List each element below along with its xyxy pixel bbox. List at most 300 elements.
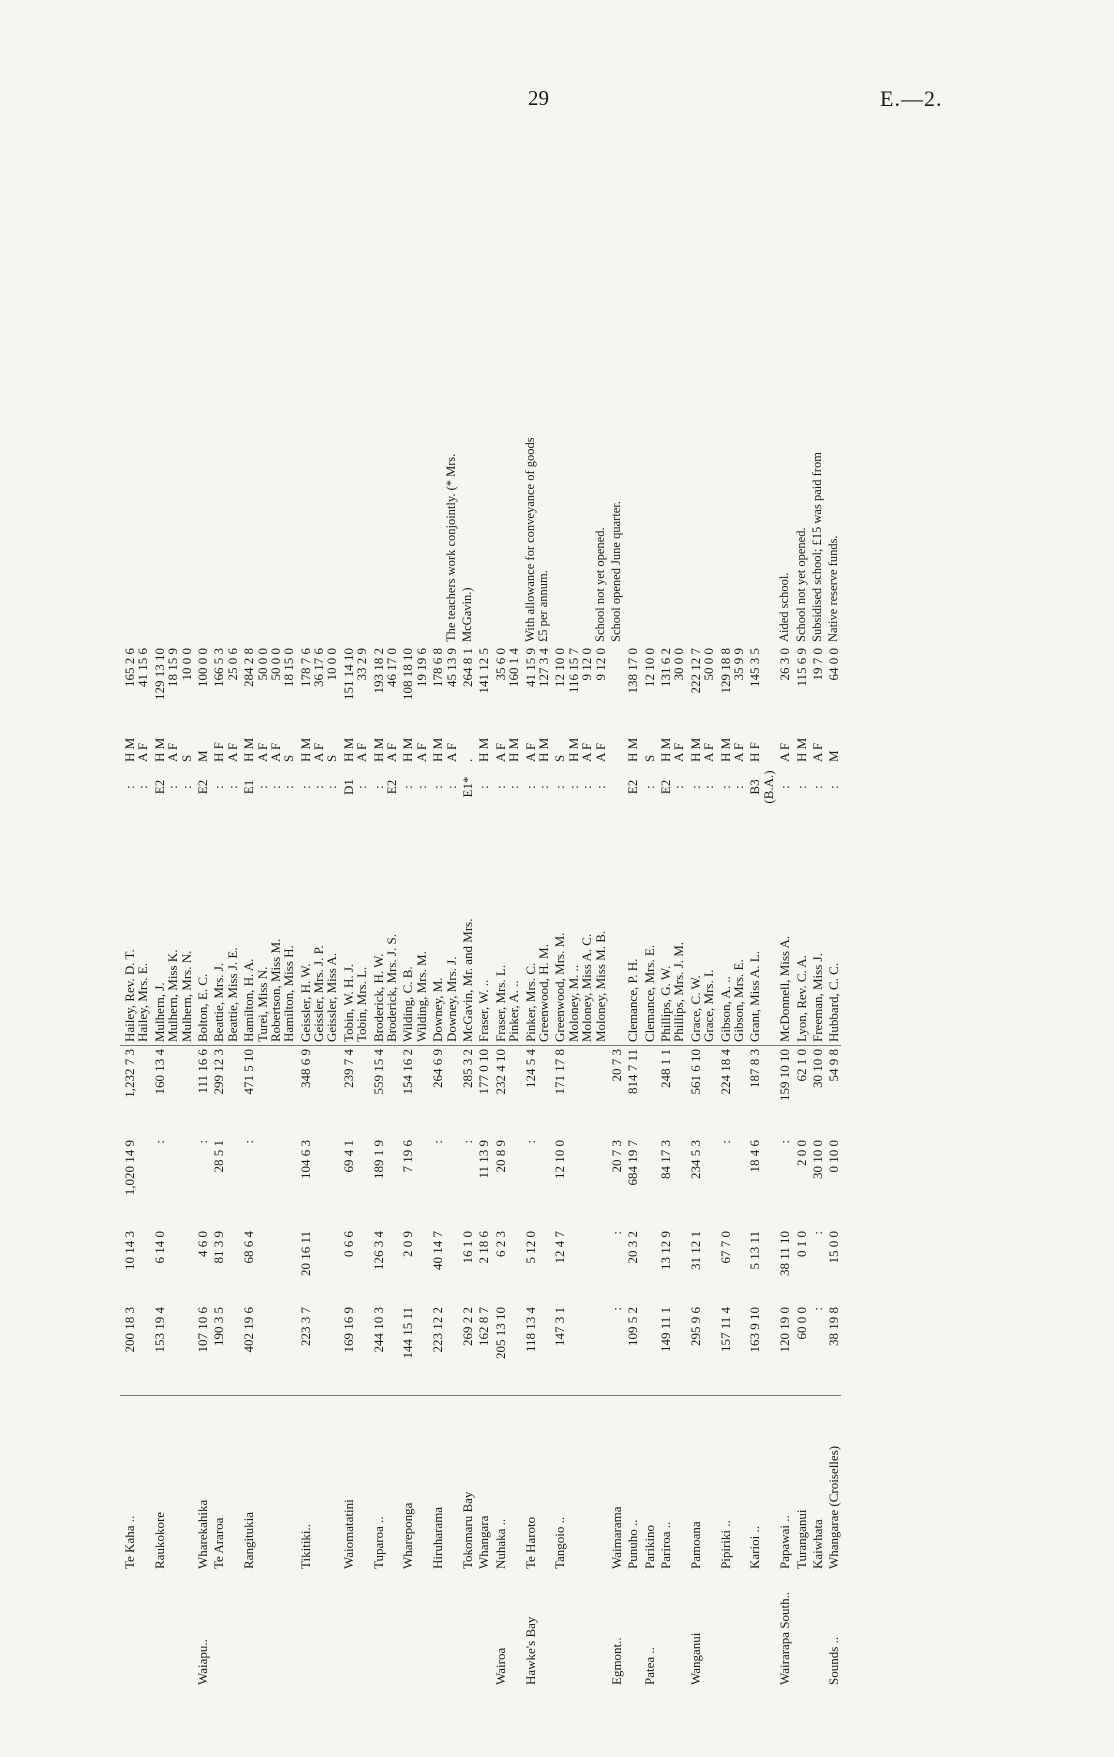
amount-a-cell: 223 3 7 — [296, 1304, 312, 1396]
classification-cell: : — [592, 785, 608, 789]
remark-cell: McGavin.) — [459, 587, 474, 642]
amount-a-cell — [702, 1304, 715, 1396]
remark-cell — [385, 219, 398, 645]
position-cell: A F — [413, 742, 429, 762]
table-row — [521, 219, 537, 1688]
total-cell: 239 7 4 — [340, 1049, 356, 1088]
teacher-cell — [762, 809, 775, 1046]
amount-b-cell: 68 6 4 — [241, 1231, 257, 1264]
amount-a-cell — [567, 1304, 580, 1396]
classification-cell: : — [400, 785, 416, 789]
amount-a-cell — [325, 1304, 338, 1396]
school-cell: Pamoana — [687, 1521, 703, 1569]
remark-cell — [136, 219, 149, 645]
total-cell: 248 1 1 — [658, 1049, 674, 1088]
school-cell: Te Haroto — [522, 1516, 538, 1569]
school-cell: Rangitukia — [241, 1511, 257, 1569]
school-cell: Punuho .. — [625, 1519, 641, 1569]
school-cell — [269, 1396, 282, 1573]
remark-cell — [415, 219, 428, 645]
amount-a-cell — [445, 1304, 458, 1396]
classification-cell: : — [687, 785, 703, 789]
total-cell: 559 15 4 — [370, 1049, 386, 1095]
salary-cell: 50 0 0 — [254, 648, 270, 681]
district-cell — [656, 1572, 672, 1688]
position-cell: H M — [476, 737, 492, 762]
amount-a-cell — [282, 1304, 295, 1396]
amount-b-cell — [415, 1228, 428, 1304]
teacher-cell: Bolton, E. C. — [193, 809, 209, 1046]
salary-cell: 18 15 9 — [165, 648, 181, 687]
position-cell: H M — [122, 737, 137, 762]
teacher-cell: Turei, Miss N. — [256, 809, 269, 1046]
position-cell: A F — [267, 742, 283, 762]
position-cell — [607, 727, 623, 765]
salary-cell: 264 8 1 — [459, 648, 475, 687]
district-cell — [445, 1572, 458, 1688]
teacher-cell: Freeman, Miss J. — [808, 809, 824, 1046]
amount-a-cell: 244 10 3 — [369, 1304, 385, 1396]
amount-a-cell: 223 12 2 — [428, 1304, 444, 1396]
district-cell — [594, 1572, 607, 1688]
amount-a-cell: 38 19 8 — [824, 1304, 840, 1396]
table-row — [193, 219, 209, 1688]
amount-c-cell: 28 5 1 — [211, 1140, 227, 1173]
position-cell: A F — [224, 742, 240, 762]
table-row — [415, 219, 428, 1688]
amount-c-cell — [256, 1137, 269, 1228]
total-cell: 62 1 0 — [793, 1049, 809, 1082]
position-cell: H M — [717, 737, 733, 762]
position-cell: S — [178, 754, 194, 762]
teacher-cell: Fraser, W. .. — [474, 809, 490, 1046]
salary-cell: 145 3 5 — [747, 648, 763, 687]
district-cell: Wanganui — [687, 1632, 703, 1685]
classification-cell: : — [281, 785, 297, 789]
district-cell — [732, 1572, 745, 1688]
salary-cell: 151 14 10 — [340, 648, 356, 700]
school-cell — [507, 1396, 520, 1573]
table-row — [474, 219, 490, 1688]
teacher-cell: Gibson, Mrs. E. — [732, 809, 745, 1046]
amount-c-cell — [312, 1137, 325, 1228]
amount-b-cell — [732, 1228, 745, 1304]
remark-cell — [580, 219, 593, 645]
salary-cell: 166 5 3 — [211, 648, 227, 687]
remark-cell: Aided school. — [777, 572, 792, 642]
total-cell — [702, 1046, 715, 1138]
salary-cell: 50 0 0 — [701, 648, 717, 681]
amount-c-cell — [325, 1137, 338, 1228]
position-cell: A F — [731, 742, 747, 762]
amount-a-cell: 169 16 9 — [339, 1304, 355, 1396]
remark-cell: School not yet opened. — [793, 527, 808, 642]
district-cell — [702, 1572, 715, 1688]
classification-cell: (B.A.) — [760, 770, 776, 804]
teacher-cell: Hubbard, C. C. — [824, 809, 840, 1046]
teacher-cell: Clemance, Mrs. E. — [640, 809, 656, 1046]
table-row — [775, 219, 791, 1688]
position-cell: A F — [809, 742, 825, 762]
amount-a-cell: : — [808, 1304, 824, 1396]
teacher-cell: Downey, Mrs. J. — [445, 809, 458, 1046]
position-cell: H M — [565, 737, 581, 762]
school-cell — [325, 1396, 338, 1573]
table-row — [269, 219, 282, 1688]
remark-cell — [150, 219, 166, 645]
amount-b-cell — [702, 1228, 715, 1304]
remark-cell — [226, 219, 239, 645]
table-row — [537, 219, 550, 1688]
amount-b-cell — [537, 1228, 550, 1304]
total-cell: 154 16 2 — [400, 1049, 416, 1095]
total-cell — [385, 1046, 398, 1138]
classification-cell: E1* — [459, 776, 475, 798]
total-cell: 177 0 10 — [476, 1049, 492, 1095]
classification-cell: E1 — [241, 779, 257, 795]
table-row — [672, 219, 685, 1688]
amount-a-cell — [594, 1304, 607, 1396]
remark-cell — [282, 219, 295, 645]
district-cell — [580, 1572, 593, 1688]
amount-b-cell: 31 12 1 — [687, 1231, 703, 1270]
amount-a-cell: 162 8 7 — [474, 1304, 490, 1396]
position-cell: A F — [384, 742, 400, 762]
classification-cell: E2 — [194, 779, 210, 795]
position-cell: S — [324, 754, 340, 762]
district-cell — [239, 1572, 255, 1688]
amount-a-cell: 200 18 3 — [120, 1304, 136, 1396]
amount-b-cell: 2 0 9 — [400, 1231, 416, 1257]
district-cell — [398, 1572, 414, 1688]
remark-cell — [732, 219, 745, 645]
amount-c-cell — [762, 1137, 775, 1228]
amount-a-cell — [385, 1304, 398, 1396]
school-cell: Waiomatatini — [340, 1499, 356, 1569]
district-cell — [256, 1572, 269, 1688]
amount-b-cell — [325, 1228, 338, 1304]
school-cell: Tangoio .. — [552, 1516, 568, 1569]
amount-b-cell: 20 3 2 — [625, 1231, 641, 1264]
amount-b-cell — [312, 1228, 325, 1304]
total-cell — [594, 1046, 607, 1138]
position-cell: A F — [579, 742, 595, 762]
amount-b-cell — [567, 1228, 580, 1304]
school-cell: Hiruharama — [430, 1506, 446, 1569]
amount-b-cell: 13 12 9 — [658, 1231, 674, 1270]
salary-cell: 25 0 6 — [224, 648, 240, 681]
remark-cell — [312, 219, 325, 645]
total-cell — [166, 1046, 179, 1138]
teacher-cell: Pinker, A. .. — [507, 809, 520, 1046]
salary-cell: 100 0 0 — [194, 648, 210, 687]
table-row — [120, 219, 136, 1688]
position-cell: H F — [747, 742, 763, 762]
amount-c-cell: 69 4 1 — [340, 1140, 356, 1173]
salary-cell: 41 15 6 — [135, 648, 151, 687]
position-cell: H M — [793, 737, 809, 762]
table-row — [550, 219, 566, 1688]
amount-b-cell — [762, 1228, 775, 1304]
school-cell — [445, 1396, 458, 1573]
salary-cell: 9 12 0 — [592, 648, 608, 681]
remark-cell: The teachers work conjointly. (* Mrs. — [443, 453, 458, 642]
district-cell — [745, 1572, 761, 1688]
amount-b-cell: 2 18 6 — [476, 1231, 492, 1264]
table-row — [355, 219, 368, 1688]
total-cell — [325, 1046, 338, 1138]
school-cell: Wharekahika — [194, 1499, 210, 1569]
district-cell: Sounds .. — [826, 1636, 842, 1685]
amount-a-cell — [537, 1304, 550, 1396]
remark-cell — [762, 219, 775, 645]
total-cell — [507, 1046, 520, 1138]
district-cell — [415, 1572, 428, 1688]
amount-c-cell — [445, 1137, 458, 1228]
amount-a-cell: 153 19 4 — [150, 1304, 166, 1396]
page-code: E.—2. — [880, 86, 943, 111]
amount-c-cell: 12 10 0 — [552, 1140, 568, 1179]
amount-c-cell: : — [522, 1140, 538, 1144]
district-cell — [136, 1572, 149, 1688]
classification-cell: : — [641, 785, 657, 789]
table-row — [491, 219, 507, 1688]
table-row — [282, 219, 295, 1688]
teacher-cell: Geissler, H. W. — [296, 809, 312, 1046]
school-cell: Karioi .. — [747, 1526, 763, 1569]
table-row — [256, 219, 269, 1688]
remark-cell: Native reserve funds. — [826, 535, 841, 642]
classification-cell: : — [267, 785, 283, 789]
teacher-cell: Moloney, M. .. — [567, 809, 580, 1046]
classification-cell: : — [430, 785, 446, 789]
school-cell — [355, 1396, 368, 1573]
amount-b-cell — [226, 1228, 239, 1304]
amount-b-cell: 0 1 0 — [793, 1231, 809, 1257]
amount-b-cell: 6 14 0 — [151, 1231, 167, 1264]
remark-cell — [702, 219, 715, 645]
district-cell — [567, 1572, 580, 1688]
district-cell — [428, 1572, 444, 1688]
amount-c-cell: 18 4 6 — [747, 1140, 763, 1173]
amount-c-cell — [385, 1137, 398, 1228]
salary-cell: 30 0 0 — [671, 648, 687, 681]
amount-b-cell: 5 13 11 — [747, 1231, 763, 1270]
total-cell — [567, 1046, 580, 1138]
position-cell: H M — [687, 737, 703, 762]
district-cell — [762, 1572, 775, 1688]
amount-b-cell — [594, 1228, 607, 1304]
table-row — [580, 219, 593, 1688]
amount-b-cell: 40 14 7 — [430, 1231, 446, 1270]
classification-cell: : — [535, 785, 551, 789]
teacher-cell: Wilding, C. B. — [398, 809, 414, 1046]
amount-b-cell — [282, 1228, 295, 1304]
amount-b-cell: 16 1 0 — [459, 1231, 475, 1264]
classification-cell: : — [826, 785, 842, 789]
position-cell: A F — [492, 742, 508, 762]
remark-cell — [398, 219, 414, 645]
total-cell: 814 7 11 — [625, 1049, 641, 1095]
classification-cell: : — [565, 785, 581, 789]
total-cell — [537, 1046, 550, 1138]
position-cell: H M — [658, 737, 674, 762]
district-cell — [808, 1572, 824, 1688]
district-cell — [166, 1572, 179, 1688]
table-row — [507, 219, 520, 1688]
salary-cell: 26 3 0 — [777, 648, 793, 681]
classification-cell: : — [354, 785, 370, 789]
amount-c-cell: 0 10 0 — [826, 1140, 842, 1173]
school-cell — [166, 1396, 179, 1573]
amount-c-cell: 7 19 6 — [400, 1140, 416, 1173]
position-cell: A F — [254, 742, 270, 762]
amount-a-cell: 120 19 0 — [775, 1304, 791, 1396]
amount-b-cell: 12 4 7 — [552, 1231, 568, 1264]
table-row — [226, 219, 239, 1688]
salary-cell: 222 12 7 — [687, 648, 703, 694]
district-cell — [716, 1572, 732, 1688]
amount-b-cell: 126 3 4 — [370, 1231, 386, 1270]
position-cell: . — [459, 758, 475, 762]
total-cell: 471 5 10 — [241, 1049, 257, 1095]
remark-cell — [120, 219, 136, 645]
classification-cell: E2 — [625, 779, 641, 795]
salary-cell: 45 13 9 — [443, 648, 459, 687]
amount-b-cell — [355, 1228, 368, 1304]
amount-b-cell: : — [608, 1231, 624, 1235]
amount-c-cell: : — [717, 1140, 733, 1144]
total-cell: 171 17 8 — [552, 1049, 568, 1095]
table-row — [686, 219, 702, 1688]
remark-cell — [296, 219, 312, 645]
table-row — [325, 219, 338, 1688]
classification-cell: : — [311, 785, 327, 789]
total-cell — [445, 1046, 458, 1138]
remark-cell: £5 per annum. — [535, 570, 550, 642]
amount-a-cell: 157 11 4 — [716, 1304, 732, 1396]
table-row — [824, 219, 840, 1688]
school-cell: Pariroa .. — [658, 1521, 674, 1569]
remark-cell — [339, 219, 355, 645]
teacher-cell: McGavin, Mr. and Mrs. — [458, 809, 474, 1046]
amount-c-cell — [136, 1137, 149, 1228]
amount-a-cell: 118 13 4 — [521, 1304, 537, 1396]
table-row — [567, 219, 580, 1688]
amount-b-cell: 20 16 11 — [297, 1231, 313, 1277]
table-row — [762, 219, 775, 1688]
salary-cell: 160 1 4 — [506, 648, 522, 687]
amount-a-cell: 163 9 10 — [745, 1304, 761, 1396]
position-cell: H M — [506, 737, 522, 762]
classification-cell: : — [135, 785, 151, 789]
amount-b-cell — [180, 1228, 193, 1304]
remark-cell — [507, 219, 520, 645]
teacher-cell: Robertson, Miss M. — [269, 809, 282, 1046]
table-body — [120, 219, 841, 1688]
amount-a-cell — [732, 1304, 745, 1396]
salary-cell: 19 7 0 — [809, 648, 825, 681]
amount-c-cell — [640, 1137, 656, 1228]
classification-cell: : — [413, 785, 429, 789]
salary-cell: 165 2 6 — [122, 648, 137, 687]
remark-cell: With allowance for conveyance of goods — [522, 437, 537, 642]
amount-b-cell: 67 7 0 — [717, 1231, 733, 1264]
amount-c-cell: : — [777, 1140, 793, 1144]
teacher-cell: Moloney, Miss A. C. — [580, 809, 593, 1046]
position-cell: H M — [151, 737, 167, 762]
position-cell: S — [641, 754, 657, 762]
amount-b-cell: 0 6 6 — [340, 1231, 356, 1257]
amount-c-cell: : — [151, 1140, 167, 1144]
teacher-cell: Tobin, Mrs. L. — [355, 809, 368, 1046]
amount-c-cell — [415, 1137, 428, 1228]
teacher-cell: Fraser, Mrs. L. — [491, 809, 507, 1046]
salary-cell: 33 2 9 — [354, 648, 370, 681]
teacher-cell: Phillips, Mrs. J. M. — [672, 809, 685, 1046]
school-cell: Tokomaru Bay — [459, 1491, 475, 1569]
classification-cell: : — [506, 785, 522, 789]
table-row — [656, 219, 672, 1688]
teacher-cell: Tobin, W. H. J. — [339, 809, 355, 1046]
position-cell: A F — [354, 742, 370, 762]
salary-cell: 127 3 4 — [535, 648, 551, 687]
remark-cell — [166, 219, 179, 645]
school-cell — [732, 1396, 745, 1573]
amount-c-cell: : — [241, 1140, 257, 1144]
classification-cell: E2 — [658, 779, 674, 795]
amount-c-cell: 11 13 9 — [476, 1140, 492, 1179]
amount-a-cell: 109 5 2 — [623, 1304, 639, 1396]
table-row — [398, 219, 414, 1688]
school-cell: Whareponga — [400, 1502, 416, 1569]
remark-cell — [180, 219, 193, 645]
amount-c-cell: : — [459, 1140, 475, 1144]
salary-cell: 46 17 0 — [384, 648, 400, 687]
total-cell — [226, 1046, 239, 1138]
teacher-cell: Mulhern, Mrs. N. — [180, 809, 193, 1046]
amount-b-cell: 38 11 10 — [777, 1231, 793, 1277]
table-row — [150, 219, 166, 1688]
remark-cell — [672, 219, 685, 645]
total-cell: 348 6 9 — [297, 1049, 313, 1088]
position-cell: H M — [241, 737, 257, 762]
amount-c-cell: 84 17 3 — [658, 1140, 674, 1179]
classification-cell: : — [297, 785, 313, 789]
position-cell: H M — [400, 737, 416, 762]
school-cell: Tikitiki.. — [297, 1523, 313, 1569]
remark-cell — [656, 219, 672, 645]
total-cell — [256, 1046, 269, 1138]
amount-b-cell — [166, 1228, 179, 1304]
teacher-cell: Hailey, Mrs. E. — [136, 809, 149, 1046]
district-cell — [355, 1572, 368, 1688]
amount-c-cell — [672, 1137, 685, 1228]
remark-cell — [269, 219, 282, 645]
remark-cell — [640, 219, 656, 645]
amount-b-cell: 5 12 0 — [522, 1231, 538, 1264]
salary-cell: 35 6 0 — [492, 648, 508, 681]
teacher-cell: Phillips, G. W. — [656, 809, 672, 1046]
table-row — [385, 219, 398, 1688]
amount-b-cell: 10 14 3 — [122, 1231, 137, 1270]
district-cell — [537, 1572, 550, 1688]
remark-cell — [209, 219, 225, 645]
salary-cell: 10 0 0 — [178, 648, 194, 681]
position-cell: A F — [165, 742, 181, 762]
amount-b-cell — [580, 1228, 593, 1304]
amount-b-cell — [269, 1228, 282, 1304]
